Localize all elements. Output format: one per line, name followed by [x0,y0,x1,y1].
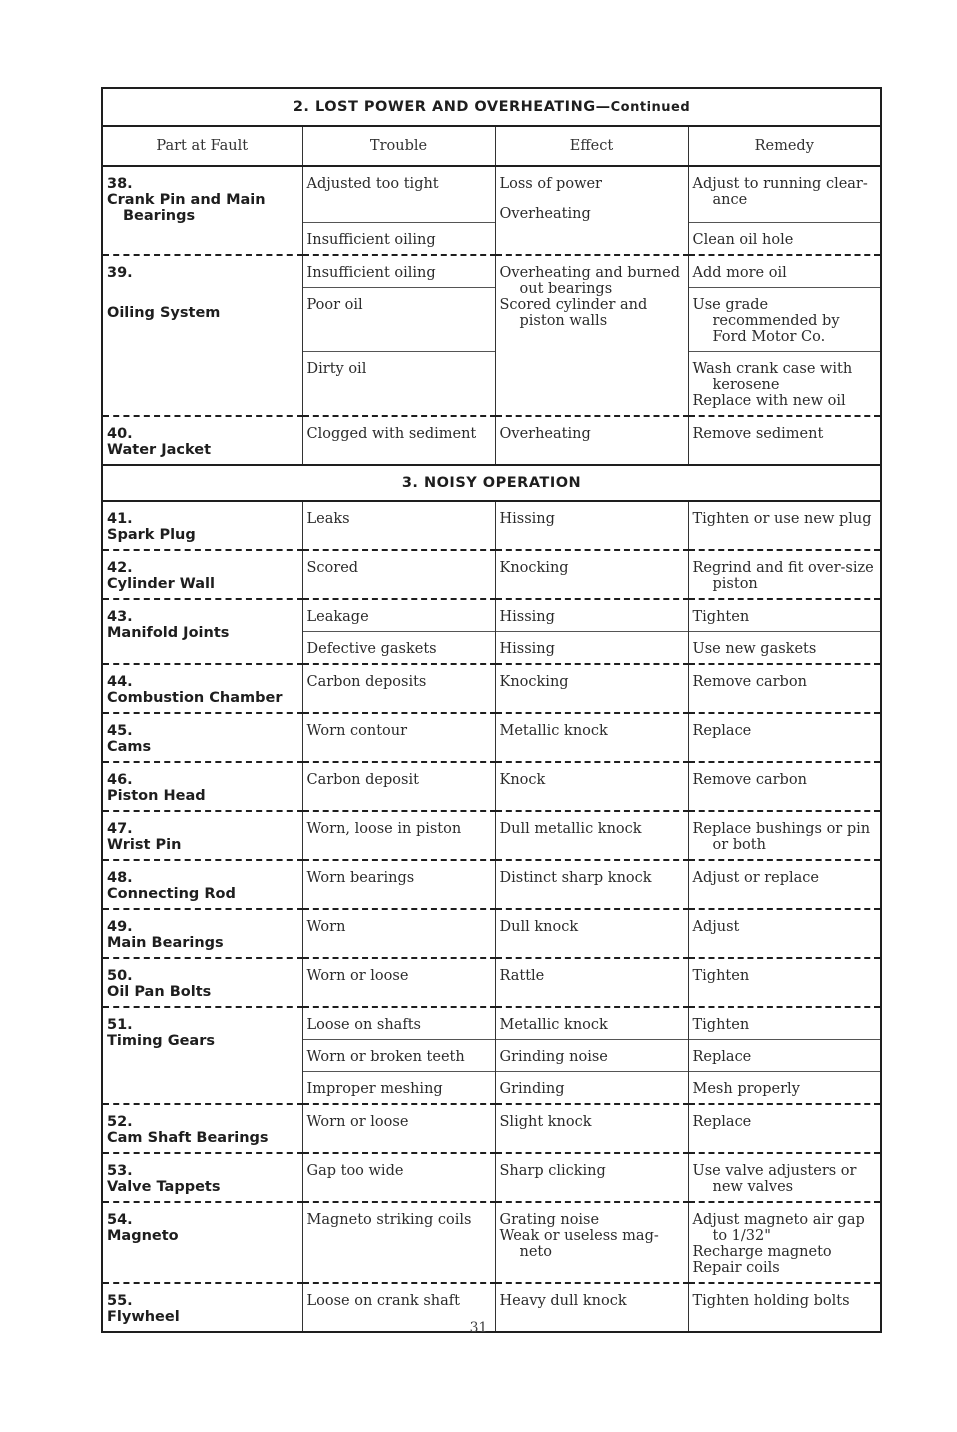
effect-cell: Loss of power Overheating [495,166,688,255]
table-row [102,1104,881,1153]
trouble-cell: Carbon deposit [302,762,495,811]
table-row [102,762,881,811]
remedy-cell: Clean oil hole [688,223,881,256]
table-row [102,1202,881,1283]
table-row [102,713,881,762]
table-row [102,909,881,958]
trouble-cell: Worn contour [302,713,495,762]
remedy-cell: Adjust or replace [688,860,881,909]
part-cell: 45. Cams [102,713,302,762]
table-row [102,416,881,465]
continued-label: Continued [610,99,691,115]
effect-cell: Sharp clicking [495,1153,688,1202]
table-row [102,501,881,550]
table-row [102,255,881,288]
effect-cell: Grating noise Weak or useless mag-neto [495,1202,688,1283]
trouble-cell: Worn [302,909,495,958]
remedy-cell: Use new gaskets [688,632,881,665]
remedy-cell: Adjust to running clear-ance [688,166,881,223]
effect-cell: Dull knock [495,909,688,958]
trouble-cell: Gap too wide [302,1153,495,1202]
header-trouble: Trouble [302,126,495,166]
remedy-cell: Tighten holding bolts [688,1283,881,1332]
trouble-cell: Insufficient oiling [302,223,495,256]
remedy-cell: Regrind and fit over-size piston [688,550,881,599]
header-remedy: Remedy [688,126,881,166]
remedy-cell: Adjust magneto air gap to 1/32" Recharge magneto Repair coils [688,1202,881,1283]
table-row [102,860,881,909]
table-row [102,1007,881,1040]
section-3-title-row [102,465,881,501]
header-part: Part at Fault [102,126,302,166]
effect-cell: Hissing [495,501,688,550]
effect-cell: Dull metallic knock [495,811,688,860]
part-cell: 53. Valve Tappets [102,1153,302,1202]
remedy-cell: Add more oil [688,255,881,288]
trouble-cell: Carbon deposits [302,664,495,713]
trouble-cell: Loose on shafts [302,1007,495,1040]
effect-cell: Overheating and burned out bearings Scored cylinder and piston walls [495,255,688,416]
remedy-cell: Tighten [688,1007,881,1040]
remedy-cell: Remove carbon [688,762,881,811]
part-cell: 54. Magneto [102,1202,302,1283]
part-cell: 50. Oil Pan Bolts [102,958,302,1007]
remedy-cell: Remove carbon [688,664,881,713]
table-row [102,599,881,632]
trouble-cell: Improper meshing [302,1072,495,1105]
table-row [102,166,881,223]
remedy-cell: Replace [688,713,881,762]
trouble-cell: Leakage [302,599,495,632]
part-cell: 51. Timing Gears [102,1007,302,1104]
remedy-cell: Replace bushings or pin or both [688,811,881,860]
effect-cell: Metallic knock [495,1007,688,1040]
part-cell: 41. Spark Plug [107,511,196,543]
remedy-cell: Replace [688,1104,881,1153]
remedy-cell: Wash crank case with kerosene Replace with new oil [688,352,881,417]
remedy-cell: Use grade recommended by Ford Motor Co. [688,288,881,352]
table-row [102,958,881,1007]
trouble-cell: Adjusted too tight [302,166,495,223]
part-cell: 42. Cylinder Wall [102,550,302,599]
effect-cell: Distinct sharp knock [495,860,688,909]
remedy-cell: Tighten or use new plug [688,501,881,550]
effect-cell: Hissing [495,632,688,665]
header-effect: Effect [495,126,688,166]
part-cell: 43. Manifold Joints [102,599,302,664]
trouble-cell: Worn bearings [302,860,495,909]
troubleshooting-table [101,87,882,1333]
effect-cell: Heavy dull knock [495,1283,688,1332]
trouble-cell: Worn, loose in piston [302,811,495,860]
section-3-title: 3. NOISY OPERATION [102,465,881,501]
section-2-title: 2. LOST POWER AND OVERHEATING—Continued [102,88,881,126]
part-cell: 55. Flywheel [102,1283,302,1332]
part-cell: 48. Connecting Rod [102,860,302,909]
table-row [102,811,881,860]
effect-cell: Hissing [495,599,688,632]
trouble-cell: Worn or loose [302,1104,495,1153]
table-row [102,1153,881,1202]
part-cell: 49. Main Bearings [102,909,302,958]
effect-cell: Rattle [495,958,688,1007]
part-cell: 44. Combustion Chamber [102,664,302,713]
remedy-cell: Tighten [688,958,881,1007]
remedy-cell: Use valve adjusters or new valves [688,1153,881,1202]
table-row [102,550,881,599]
trouble-cell: Loose on crank shaft [302,1283,495,1332]
trouble-cell: Dirty oil [302,352,495,417]
part-cell: 46. Piston Head [102,762,302,811]
part-cell: 52. Cam Shaft Bearings [102,1104,302,1153]
trouble-cell: Worn or loose [302,958,495,1007]
remedy-cell: Adjust [688,909,881,958]
remedy-cell: Remove sediment [688,416,881,465]
effect-cell: Slight knock [495,1104,688,1153]
remedy-cell: Tighten [688,599,881,632]
remedy-cell: Mesh properly [688,1072,881,1105]
table-row [102,664,881,713]
effect-cell: Overheating [495,416,688,465]
effect-cell: Knock [495,762,688,811]
trouble-cell: Magneto striking coils [302,1202,495,1283]
part-cell: 38. Crank Pin and Main Bearings [107,176,266,224]
part-cell: 47. Wrist Pin [102,811,302,860]
part-cell: 40. Water Jacket [102,416,302,465]
trouble-cell: Clogged with sediment [302,416,495,465]
trouble-cell: Worn or broken teeth [302,1040,495,1072]
trouble-cell: Poor oil [302,288,495,352]
trouble-cell: Defective gaskets [302,632,495,665]
page-number: 31 [469,1320,488,1336]
effect-cell: Grinding [495,1072,688,1105]
effect-cell: Metallic knock [495,713,688,762]
effect-cell: Knocking [495,664,688,713]
column-header-row [102,126,881,166]
part-cell: 39. Oiling System [102,255,302,416]
section-2-title-row [102,88,881,126]
trouble-cell: Insufficient oiling [302,255,495,288]
effect-cell: Grinding noise [495,1040,688,1072]
effect-cell: Knocking [495,550,688,599]
remedy-cell: Replace [688,1040,881,1072]
trouble-cell: Leaks [302,501,495,550]
trouble-cell: Scored [302,550,495,599]
